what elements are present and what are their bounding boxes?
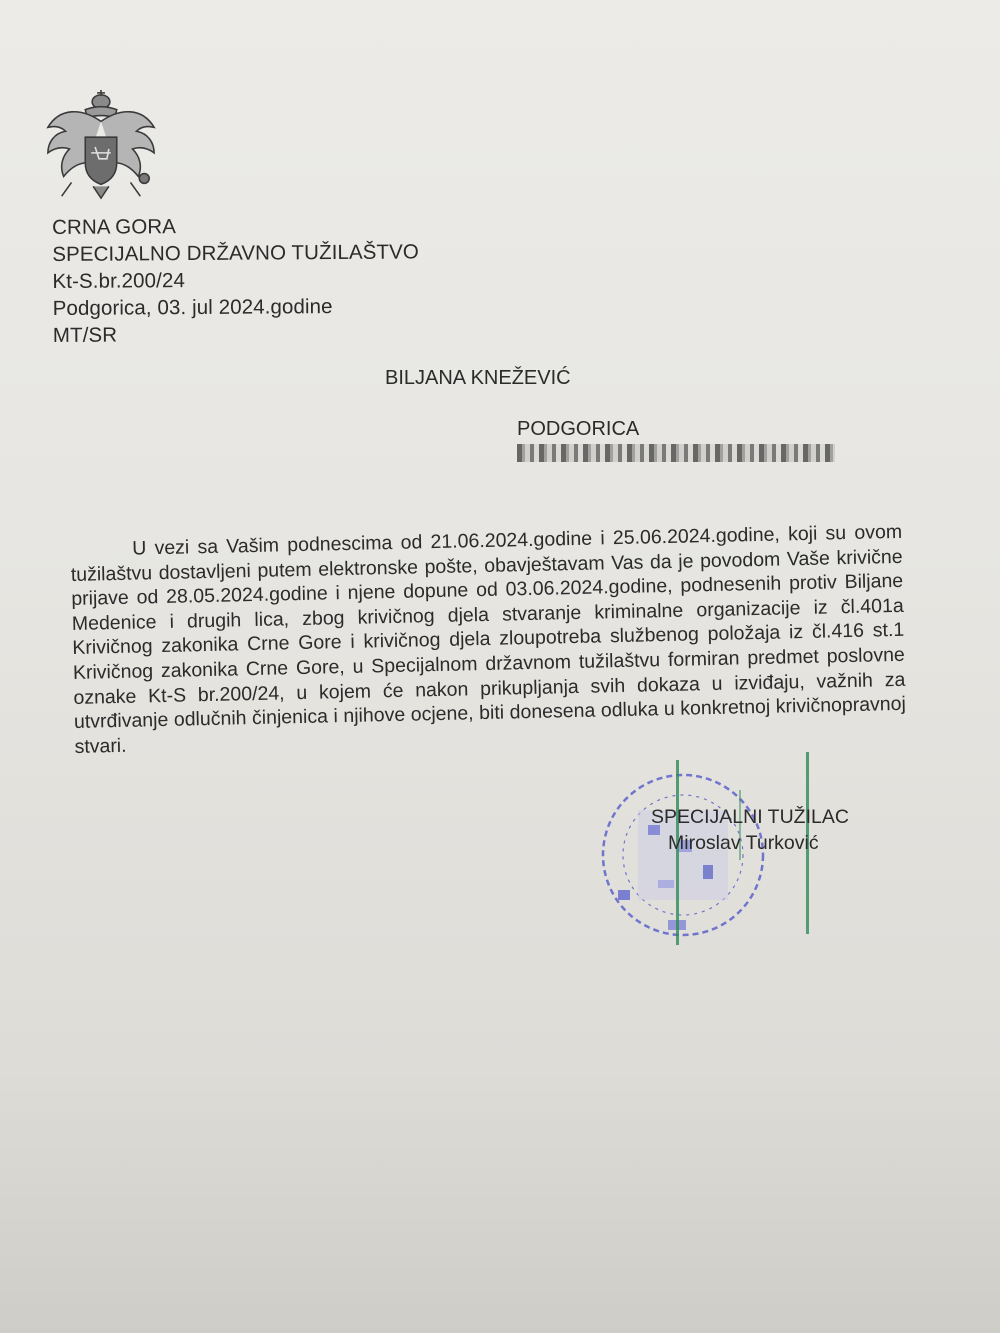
reference-number: Kt-S.br.200/24 [52, 269, 186, 293]
recipient-city: PODGORICA [517, 418, 640, 440]
recipient-name: BILJANA KNEŽEVIĆ [385, 367, 571, 389]
official-stamp-icon [598, 770, 768, 940]
letterhead [52, 211, 420, 349]
place-and-date: Podgorica, 03. jul 2024.godine [52, 295, 333, 320]
signatory-title: SPECIJALNI TUŽILAC [651, 806, 849, 828]
letter-body: U vezi sa Vašim podnescima od 21.06.2024.godine i 25.06.2024.godine, koji su ovom tužilaštvu dostavljeni putem elektronske pošte, obavještavam Vas da je povodom Vaše krivične prijave od 28.05.2024.godine i njene dopune od 03.06.2024.godine, podnesenih protiv Biljane Medenice i drugih lica, zbog krivičnog djela stvaranje kriminalne organizacije iz čl.401a Krivičnog zakonika Crne Gore i krivičnog djela zloupotreba službenog položaja iz čl.416 st.1 Krivičnog zakonika Crne Gore, u Specijalnom državnom tužilaštvu formiran predmet poslovne oznake Kt-S br.200/24, u kojem će nakon prikupljanja svih dokaza u izviđaju, važnih za utvrđivanje odlučnih činjenica i njihove ocjene, biti donesena odluka u konkretnoj krivičnopravnoj stvari. [70, 520, 907, 758]
signatory-name: Miroslav Turković [668, 832, 819, 854]
country-name: CRNA GORA [52, 215, 177, 239]
author-initials: MT/SR [52, 323, 118, 347]
redacted-address [517, 444, 835, 462]
institution-name: SPECIJALNO DRŽAVNO TUŽILAŠTVO [52, 240, 420, 266]
coat-of-arms-icon [42, 88, 160, 206]
